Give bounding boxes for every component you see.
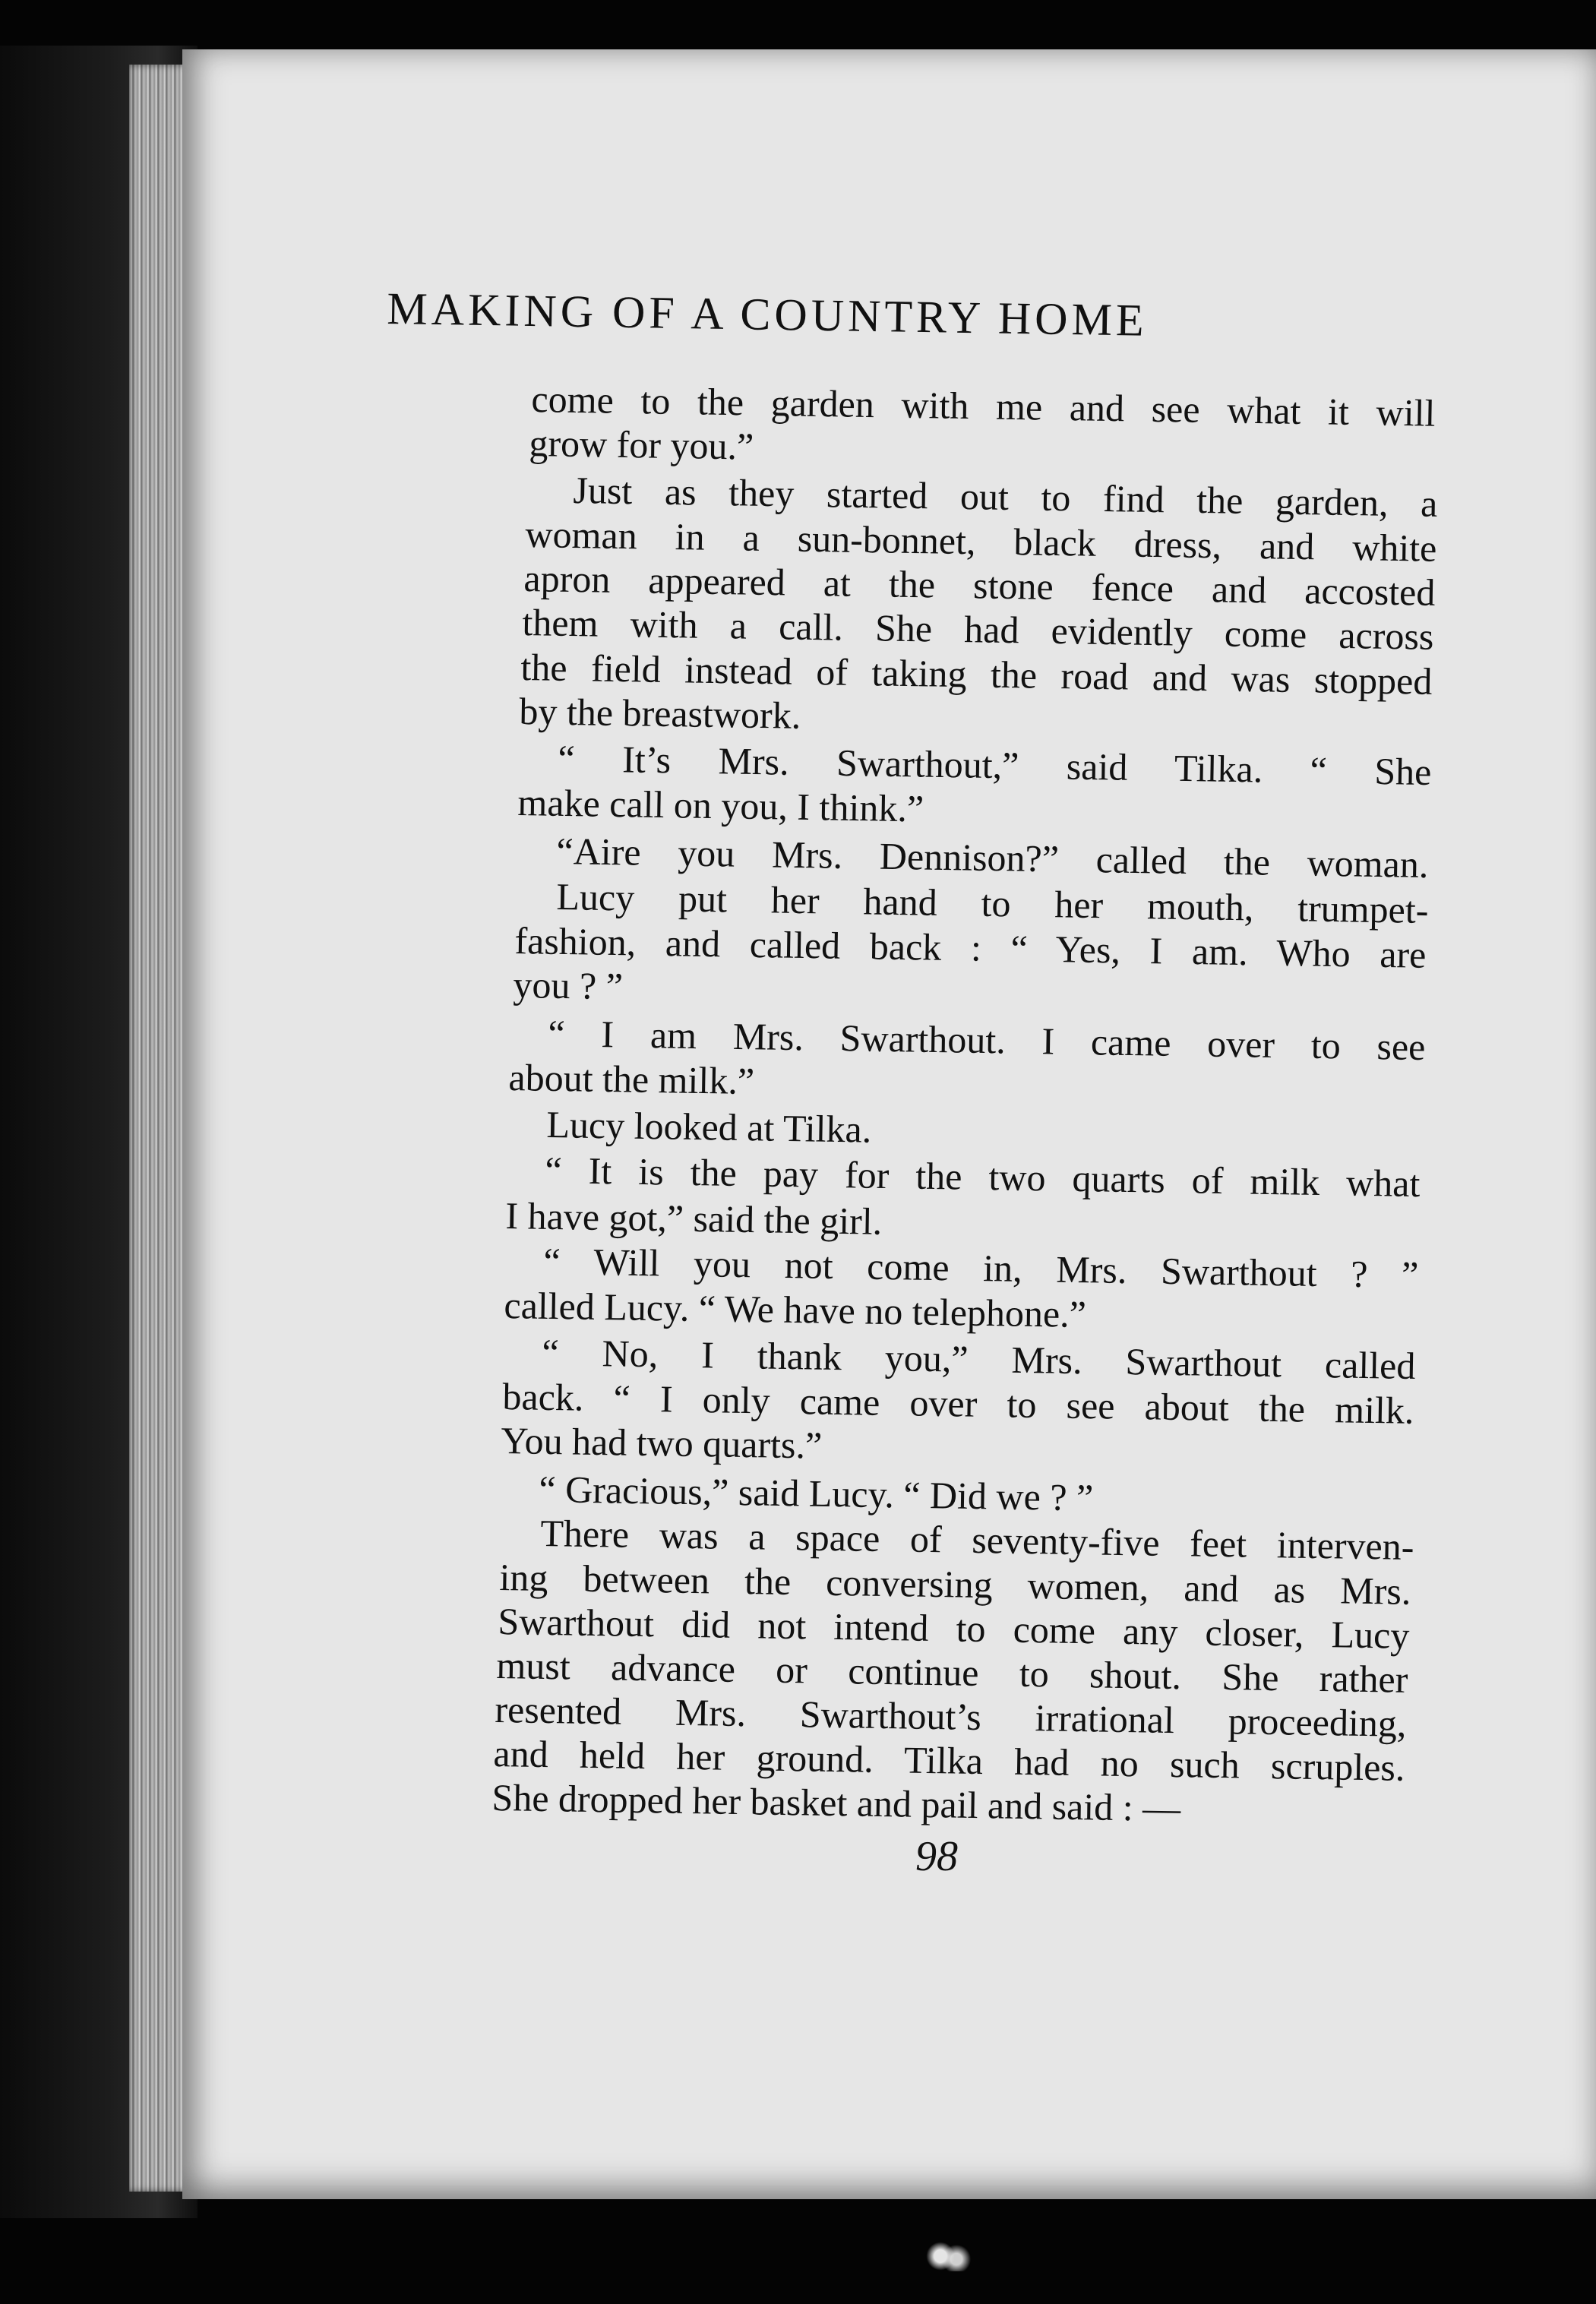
text-line: I have got,” said the girl. <box>505 1193 883 1243</box>
text-line: grow for you.” <box>529 421 754 468</box>
text-line: “ No, I thank you,” Mrs. Swarthout called <box>542 1330 1416 1388</box>
text-line: about the milk.” <box>508 1055 755 1103</box>
text-line: She dropped her basket and pail and said : — <box>491 1775 1181 1830</box>
text-line: “ Will you not come in, Mrs. Swarthout ? ” <box>543 1239 1419 1297</box>
text-line: Lucy put her hand to her mouth, trumpet- <box>556 874 1429 932</box>
text-line: make call on you, I think.” <box>517 780 924 830</box>
text-line: There was a space of seventy-five feet interven- <box>540 1511 1414 1569</box>
text-line: Lucy looked at Tilka. <box>546 1102 872 1151</box>
text-line: “ It’s Mrs. Swarthout,” said Tilka. “ She <box>558 736 1432 794</box>
scan-speck <box>919 2241 972 2271</box>
text-line: “Aire you Mrs. Dennison?” called the woman. <box>556 829 1429 887</box>
text-line: back. “ I only came over to see about the milk. <box>502 1374 1414 1432</box>
text-line: the field instead of taking the road and was stopped <box>520 645 1433 703</box>
text-line: fashion, and called back : “ Yes, I am. Who are <box>514 918 1427 976</box>
text-line: Swarthout did not intend to come any closer, Lucy <box>498 1599 1410 1657</box>
text-line: come to the garden with me and see what it will <box>531 377 1436 435</box>
text-line: you ? ” <box>513 962 624 1008</box>
text-line: apron appeared at the stone fence and accosted <box>523 556 1436 614</box>
text-line: “ Gracious,” said Lucy. “ Did we ? ” <box>539 1467 1094 1519</box>
text-line: and held her ground. Tilka had no such scruples. <box>493 1731 1405 1789</box>
text-line: ing between the conversing women, and as Mrs. <box>499 1555 1411 1613</box>
text-line: Just as they started out to find the garden, a <box>573 468 1438 525</box>
text-line: must advance or continue to shout. She rather <box>496 1643 1408 1701</box>
running-head: MAKING OF A COUNTRY HOME <box>386 283 1149 346</box>
text-line: woman in a sun-bonnet, black dress, and white <box>525 512 1437 570</box>
page-number: 98 <box>915 1833 958 1880</box>
text-line: You had two quarts.” <box>501 1418 823 1467</box>
text-line: resented Mrs. Swarthout’s irrational proceeding, <box>495 1687 1407 1745</box>
text-line: by the breastwork. <box>519 689 801 737</box>
text-line: called Lucy. “ We have no telephone.” <box>504 1283 1087 1336</box>
text-line: “ I am Mrs. Swarthout. I came over to see <box>548 1011 1426 1069</box>
text-line: them with a call. She had evidently come across <box>522 600 1434 658</box>
text-line: “ It is the pay for the two quarts of milk what <box>545 1148 1421 1206</box>
